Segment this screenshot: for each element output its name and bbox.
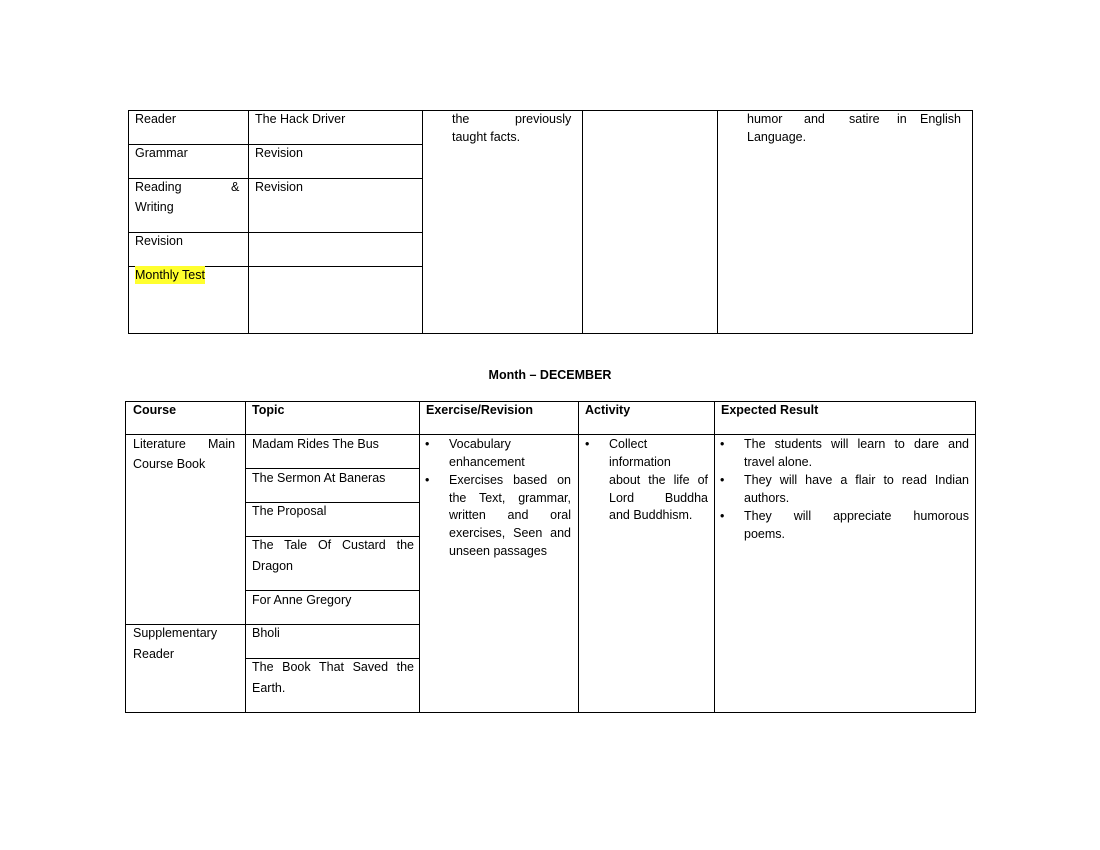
topic-cell-hack-driver: The Hack Driver bbox=[255, 112, 346, 126]
bullet-icon: • bbox=[720, 437, 725, 451]
table-2-border bbox=[714, 401, 715, 713]
expected-text: Language. bbox=[747, 130, 807, 144]
activity-text: about the life of bbox=[609, 473, 708, 487]
expected-text: in bbox=[897, 112, 907, 126]
expected-text: They will have a flair to read Indian bbox=[744, 473, 969, 487]
topic-cell-revision: Revision bbox=[255, 180, 303, 194]
topic-cell: The Tale Of Custard the bbox=[252, 538, 414, 552]
course-cell-grammar: Grammar bbox=[135, 146, 188, 160]
course-cell-supplementary: Reader bbox=[133, 647, 174, 661]
topic-cell: Madam Rides The Bus bbox=[252, 437, 379, 451]
bullet-icon: • bbox=[720, 473, 725, 487]
exercise-text: previously bbox=[515, 112, 572, 126]
topic-cell: For Anne Gregory bbox=[252, 593, 352, 607]
exercise-text: taught facts. bbox=[452, 130, 521, 144]
header-topic: Topic bbox=[252, 403, 285, 417]
exercise-text: exercises, Seen and bbox=[449, 526, 571, 540]
expected-text: travel alone. bbox=[744, 455, 813, 469]
exercise-text: unseen passages bbox=[449, 544, 547, 558]
month-title: Month – DECEMBER bbox=[488, 368, 612, 382]
table-2-border bbox=[245, 401, 246, 713]
exercise-text: Exercises based on bbox=[449, 473, 571, 487]
expected-text: poems. bbox=[744, 527, 785, 541]
table-1-border bbox=[128, 333, 973, 334]
header-activity: Activity bbox=[585, 403, 631, 417]
topic-cell-revision: Revision bbox=[255, 146, 303, 160]
header-expected: Expected Result bbox=[721, 403, 819, 417]
bullet-icon: • bbox=[585, 437, 590, 451]
course-cell-literature: Literature bbox=[133, 437, 186, 451]
exercise-text: the bbox=[452, 112, 470, 126]
activity-text: Collect bbox=[609, 437, 648, 451]
header-exercise: Exercise/Revision bbox=[426, 403, 534, 417]
topic-cell: Earth. bbox=[252, 681, 286, 695]
header-course: Course bbox=[133, 403, 177, 417]
activity-text: information bbox=[609, 455, 671, 469]
expected-text: They will appreciate humorous bbox=[744, 509, 969, 523]
course-cell-reader: Reader bbox=[135, 112, 176, 126]
exercise-text: written and oral bbox=[449, 508, 571, 522]
topic-cell: Dragon bbox=[252, 559, 293, 573]
expected-text: The students will learn to dare and bbox=[744, 437, 969, 451]
expected-text: satire bbox=[849, 112, 880, 126]
topic-cell: Bholi bbox=[252, 626, 280, 640]
course-cell-revision: Revision bbox=[135, 234, 183, 248]
topic-cell: The Sermon At Baneras bbox=[252, 471, 386, 485]
bullet-icon: • bbox=[425, 473, 430, 487]
expected-text: and bbox=[804, 112, 825, 126]
table-1-border bbox=[972, 110, 973, 334]
expected-text: authors. bbox=[744, 491, 790, 505]
activity-text: and Buddhism. bbox=[609, 508, 693, 522]
course-cell-monthly-test: Monthly Test bbox=[135, 268, 205, 282]
topic-cell: The Proposal bbox=[252, 504, 327, 518]
table-2-border bbox=[578, 401, 579, 713]
expected-text: humor bbox=[747, 112, 783, 126]
exercise-text: the Text, grammar, bbox=[449, 491, 571, 505]
activity-text: Lord Buddha bbox=[609, 491, 708, 505]
course-cell-literature: Course Book bbox=[133, 457, 206, 471]
course-cell-writing: Writing bbox=[135, 200, 174, 214]
table-1-border bbox=[582, 110, 583, 334]
table-2-border bbox=[975, 401, 976, 713]
table-2-border bbox=[125, 712, 976, 713]
topic-cell: The Book That Saved the bbox=[252, 660, 414, 674]
table-2-border bbox=[419, 401, 420, 713]
table-2-border bbox=[125, 401, 126, 713]
bullet-icon: • bbox=[720, 509, 725, 523]
course-cell-reading: Reading bbox=[135, 180, 182, 194]
course-cell-ampersand: & bbox=[231, 180, 240, 194]
bullet-icon: • bbox=[425, 437, 430, 451]
exercise-text: enhancement bbox=[449, 455, 525, 469]
course-cell-supplementary: Supplementary bbox=[133, 626, 218, 640]
exercise-text: Vocabulary bbox=[449, 437, 511, 451]
table-1-border bbox=[717, 110, 718, 334]
expected-text: English bbox=[920, 112, 961, 126]
course-cell-literature: Main bbox=[208, 437, 236, 451]
